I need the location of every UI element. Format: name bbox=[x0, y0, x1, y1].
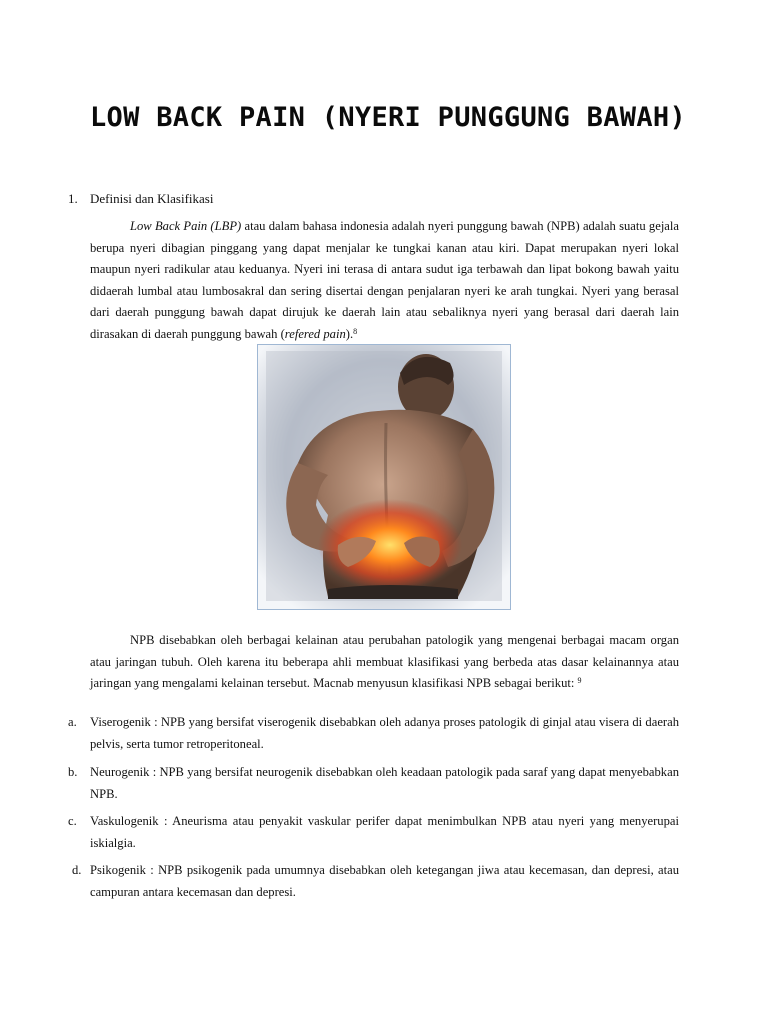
section-number: 1. bbox=[68, 191, 78, 206]
classification-paragraph bbox=[90, 630, 679, 695]
definition-text-end: ). bbox=[345, 326, 354, 341]
list-marker: a. bbox=[68, 715, 77, 729]
list-item-text: Vaskulogenik : Aneurisma atau penyakit vaskular perifer dapat menimbulkan NPB atau nyeri yang menyerupai iskialgia. bbox=[90, 814, 679, 850]
page-title: LOW BACK PAIN (NYERI PUNGGUNG BAWAH) bbox=[90, 102, 686, 133]
back-pain-photo-frame bbox=[257, 344, 511, 610]
footnote-ref-8: 8 bbox=[353, 326, 358, 336]
section-heading bbox=[68, 190, 213, 208]
list-item bbox=[68, 762, 679, 805]
term-lbp: Low Back Pain (LBP) bbox=[130, 219, 242, 233]
list-marker: b. bbox=[68, 765, 78, 779]
list-marker: c. bbox=[68, 814, 77, 828]
list-item bbox=[68, 860, 679, 903]
list-item bbox=[68, 712, 679, 755]
list-marker: d. bbox=[72, 863, 82, 877]
classification-text: NPB disebabkan oleh berbagai kelainan atau perubahan patologik yang mengenai berbagai macam organ atau jaringan tubuh. Oleh karena itu beberapa ahli membuat klasifikasi yang berbeda atas dasar kelainannya atau jaringan yang mengalami kelainan tersebut. Macnab menyusun klasifikasi NPB sebagai berikut: bbox=[90, 633, 679, 691]
list-item-text: Viserogenik : NPB yang bersifat viserogenik disebabkan oleh adanya proses patologik di ginjal atau visera di daerah pelvis, serta tumor retroperitoneal. bbox=[90, 715, 679, 751]
back-pain-photo-icon bbox=[258, 345, 510, 609]
definition-paragraph bbox=[90, 216, 679, 346]
definition-text: atau dalam bahasa indonesia adalah nyeri punggung bawah (NPB) adalah suatu gejala berupa nyeri dibagian pinggang yang dapat menjalar ke tungkai kanan atau kiri. Dapat merupakan nyeri lokal maupun nyeri radikular atau keduanya. Nyeri ini terasa di antara sudut iga terbawah dan lipat bokong bawah yaitu didaerah lumbal atau lumbosakral dan sering disertai dengan penjalaran nyeri ke arah tungkai. Nyeri yang berasal dari daerah punggung bawah dapat dirujuk ke daerah lain atau sebaliknya nyeri yang berasal dari daerah lain dirasakan di daerah punggung bawah ( bbox=[90, 219, 679, 341]
section-heading-text: Definisi dan Klasifikasi bbox=[90, 191, 214, 206]
list-item bbox=[68, 811, 679, 854]
footnote-ref-9: 9 bbox=[577, 676, 582, 686]
list-item-text: Neurogenik : NPB yang bersifat neurogenik disebabkan oleh keadaan patologik pada saraf yang dapat menyebabkan NPB. bbox=[90, 765, 679, 801]
list-item-text: Psikogenik : NPB psikogenik pada umumnya disebabkan oleh ketegangan jiwa atau kecemasan, dan depresi, atau campuran antara kecemasan dan depresi. bbox=[90, 863, 679, 899]
term-refered-pain: refered pain bbox=[284, 326, 346, 341]
